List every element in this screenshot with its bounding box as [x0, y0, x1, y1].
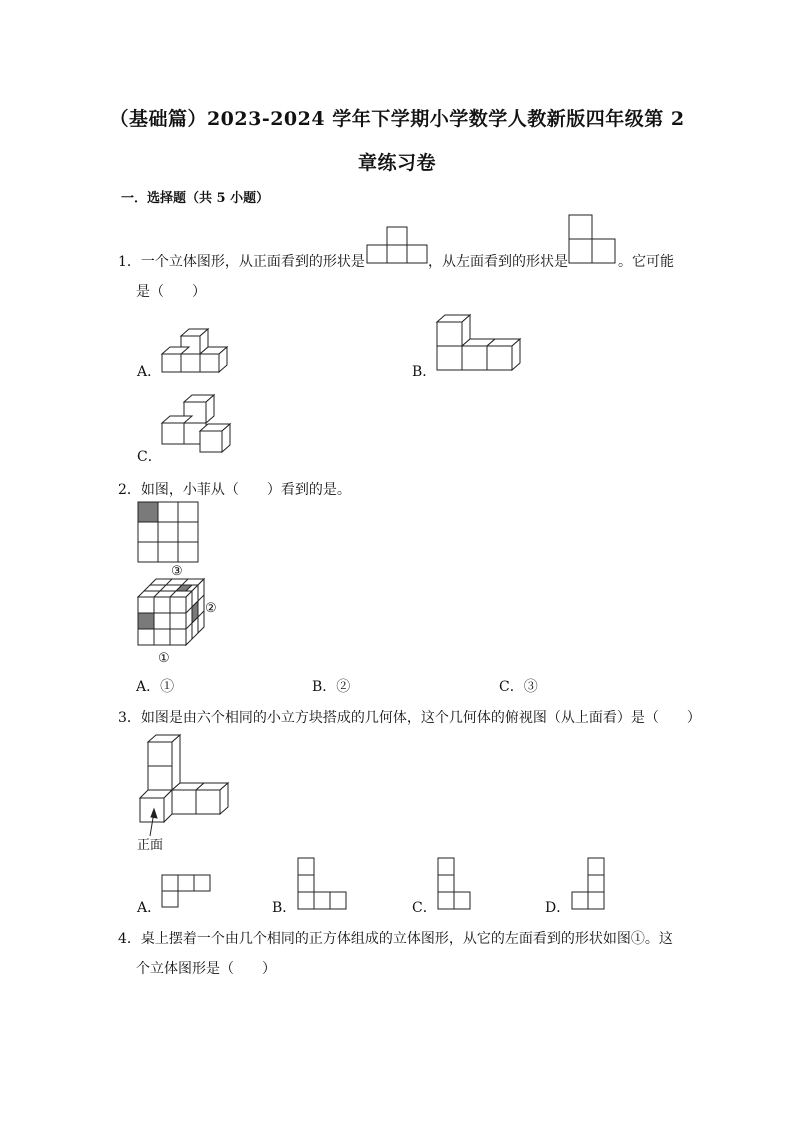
q3-option-b-label[interactable]: B．: [272, 900, 297, 916]
q1-option-a-figure: [160, 326, 236, 376]
q1-front-view-figure: [366, 225, 428, 265]
q1-option-b-label[interactable]: B．: [412, 364, 437, 380]
q3-option-d-figure: [570, 856, 608, 912]
q2-label-front: ①: [158, 651, 170, 666]
q2-label-top: ③: [171, 564, 183, 579]
q2-option-b[interactable]: B．②: [312, 679, 351, 695]
q1-option-b-figure: [434, 312, 530, 376]
q3-option-b-figure: [296, 856, 350, 912]
q2-cube-figure: [137, 578, 209, 648]
q1-text-part2: ，从左面看到的形状是: [428, 254, 568, 270]
page-title-line1: （基础篇）2023-2024 学年下学期小学数学人教新版四年级第 2: [109, 108, 685, 130]
q1-option-c-figure: [160, 392, 242, 460]
q3-option-d-label[interactable]: D．: [545, 900, 571, 916]
q4-text-line2: 个立体图形是（ ）: [136, 961, 276, 977]
q3-text: 3．如图是由六个相同的小立方块搭成的几何体，这个几何体的俯视图（从上面看）是（ ）: [118, 710, 701, 726]
q1-option-a-label[interactable]: A．: [137, 364, 162, 380]
q1-text-line2: 是（ ）: [136, 284, 206, 300]
q4-text-line1: 4．桌上摆着一个由几个相同的正方体组成的立体图形，从它的左面看到的形状如图①。这: [118, 931, 673, 947]
q3-option-a-figure: [160, 873, 214, 911]
q3-option-c-label[interactable]: C．: [412, 900, 437, 916]
q1-left-view-figure: [568, 213, 618, 265]
q2-view-grid: [137, 501, 201, 565]
q2-label-right: ②: [205, 601, 217, 616]
page-title-line2: 章练习卷: [357, 152, 436, 174]
q1-text-part3: 。它可能: [618, 254, 674, 270]
section-heading: 一．选择题（共 5 小题）: [121, 191, 270, 206]
q1-option-c-label[interactable]: C．: [137, 449, 162, 465]
q2-option-a[interactable]: A．①: [136, 679, 175, 695]
q2-option-c[interactable]: C．③: [499, 679, 538, 695]
q3-option-c-figure: [436, 856, 474, 912]
q3-option-a-label[interactable]: A．: [137, 900, 162, 916]
q1-text-part1: 1．一个立体图形，从正面看到的形状是: [118, 254, 365, 270]
q3-front-label: 正面: [137, 838, 164, 853]
q2-text: 2．如图，小菲从（ ）看到的是。: [118, 482, 351, 498]
